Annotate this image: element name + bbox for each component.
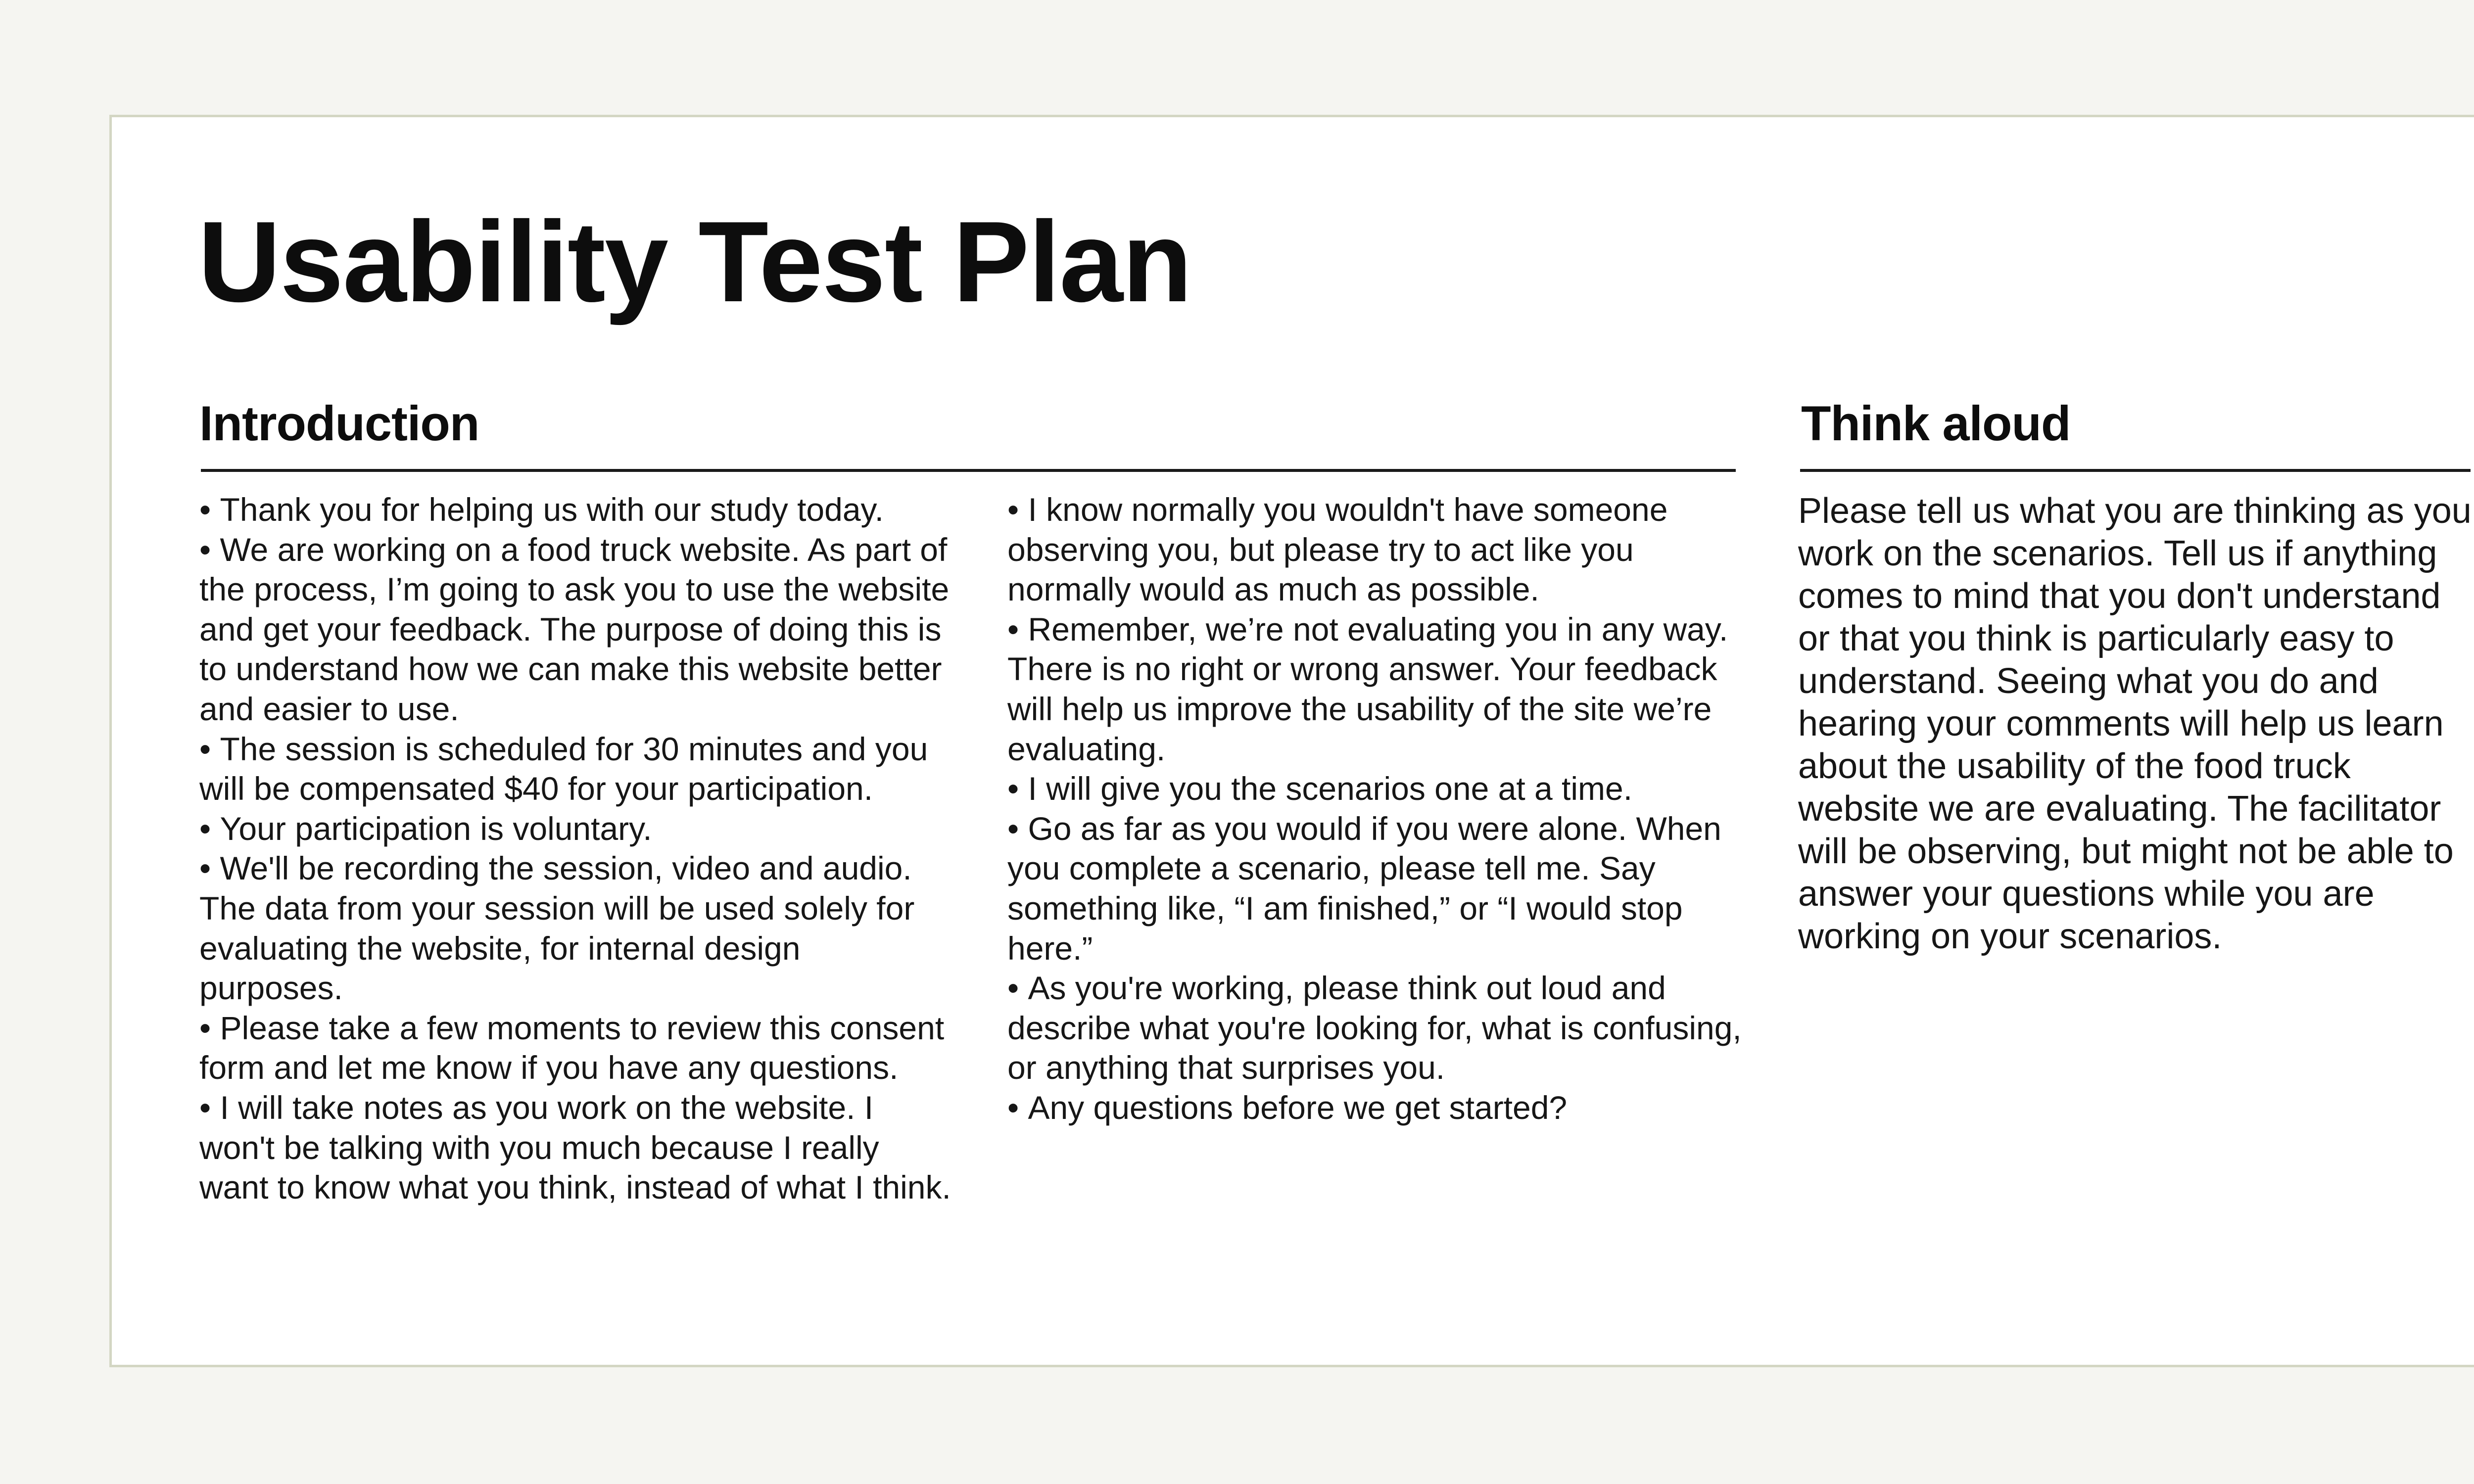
think-aloud-divider bbox=[1800, 469, 2471, 472]
bullet-item: • Your participation is voluntary. bbox=[199, 809, 952, 849]
bullet-item: • Go as far as you would if you were alone. When you complete a scenario, please tell me. Say something like, “I am finished,” or “I would stop here.” bbox=[1007, 809, 1745, 968]
bullet-item: • We are working on a food truck website. As part of the process, I’m going to ask you to use the website and get your feedback. The purpose of doing this is to understand how we can make this website better and easier to use. bbox=[199, 530, 952, 729]
bullet-item: • I will take notes as you work on the website. I won't be talking with you much because I really want to know what you think, instead of what I think. bbox=[199, 1088, 952, 1207]
introduction-heading: Introduction bbox=[199, 396, 479, 451]
bullet-item: • Remember, we’re not evaluating you in any way. There is no right or wrong answer. Your feedback will help us improve the usability of the site we’re evaluating. bbox=[1007, 609, 1745, 769]
bullet-item: • Thank you for helping us with our study today. bbox=[199, 490, 952, 530]
bullet-item: • Any questions before we get started? bbox=[1007, 1088, 1745, 1128]
page-title: Usability Test Plan bbox=[198, 198, 1191, 326]
bullet-item: • I know normally you wouldn't have someone observing you, but please try to act like you normally would as much as possible. bbox=[1007, 490, 1745, 609]
think-aloud-paragraph: Please tell us what you are thinking as you work on the scenarios. Tell us if anything comes to mind that you don't understand or that you think is particularly easy to understand. Seeing what you do and hearing your comments will help us learn about the usability of the food truck website we are evaluating. The facilitator will be observing, but might not be able to answer your questions while you are working on your scenarios. bbox=[1798, 491, 2472, 956]
introduction-bullets-right bbox=[1007, 490, 1745, 1128]
bullet-item: • As you're working, please think out loud and describe what you're looking for, what is confusing, or anything that surprises you. bbox=[1007, 968, 1745, 1088]
bullet-item: • I will give you the scenarios one at a time. bbox=[1007, 769, 1745, 809]
think-aloud-heading: Think aloud bbox=[1801, 396, 2071, 451]
bullet-item: • Please take a few moments to review this consent form and let me know if you have any questions. bbox=[199, 1008, 952, 1088]
bullet-item: • We'll be recording the session, video and audio. The data from your session will be used solely for evaluating the website, for internal design purposes. bbox=[199, 848, 952, 1008]
introduction-bullets-left bbox=[199, 490, 952, 1207]
bullet-item: • The session is scheduled for 30 minutes and you will be compensated $40 for your participation. bbox=[199, 729, 952, 809]
introduction-divider bbox=[201, 469, 1736, 472]
